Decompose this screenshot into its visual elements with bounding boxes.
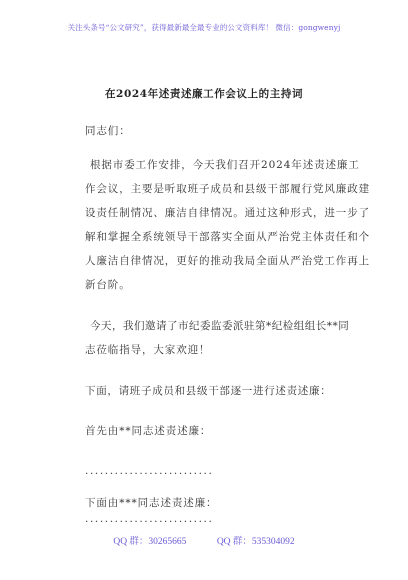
header-note: 关注头条号“公文研究”，获得最新最全最专业的公文资料库！ 微信：gongwenyj [67, 23, 341, 32]
paragraph-5: 下面由***同志述责述廉： [85, 497, 218, 509]
paragraph-1-line-2: 作会议，主要是听取班子成员和县级干部履行党风廉政建 [85, 183, 370, 195]
greeting: 同志们： [85, 125, 131, 137]
dotted-placeholder-1: .......................... [85, 465, 214, 477]
paragraph-1-line-5: 人廉洁自律情况，更好的推动我局全面从严治党工作再上 [85, 255, 370, 267]
paragraph-1-line-3: 设责任制情况、廉洁自律情况。通过这种形式，进一步了 [85, 207, 370, 219]
dotted-placeholder-2: .......................... [85, 513, 214, 525]
footer-contact [0, 533, 408, 547]
footer-qq-group-1: QQ 群：30265665 [113, 537, 187, 547]
paragraph-1-line-1: 根据市委工作安排，今天我们召开2024年述责述廉工 [90, 159, 360, 171]
paragraph-3: 下面，请班子成员和县级干部逐一进行述责述廉： [85, 385, 332, 397]
document-title: 在2024年述责述廉工作会议上的主持词 [104, 88, 304, 100]
paragraph-4: 首先由**同志述责述廉： [85, 425, 212, 437]
paragraph-1-line-4: 解和掌握全系统领导干部落实全面从严治党主体责任和个 [85, 231, 370, 243]
paragraph-2-line-1: 今天，我们邀请了市纪委监委派驻第*纪检组组长**同 [90, 320, 350, 332]
paragraph-1-line-6: 新台阶。 [85, 279, 131, 291]
footer-qq-group-2: QQ 群：535304092 [216, 537, 295, 547]
paragraph-2-line-2: 志莅临指导，大家欢迎！ [85, 344, 211, 356]
